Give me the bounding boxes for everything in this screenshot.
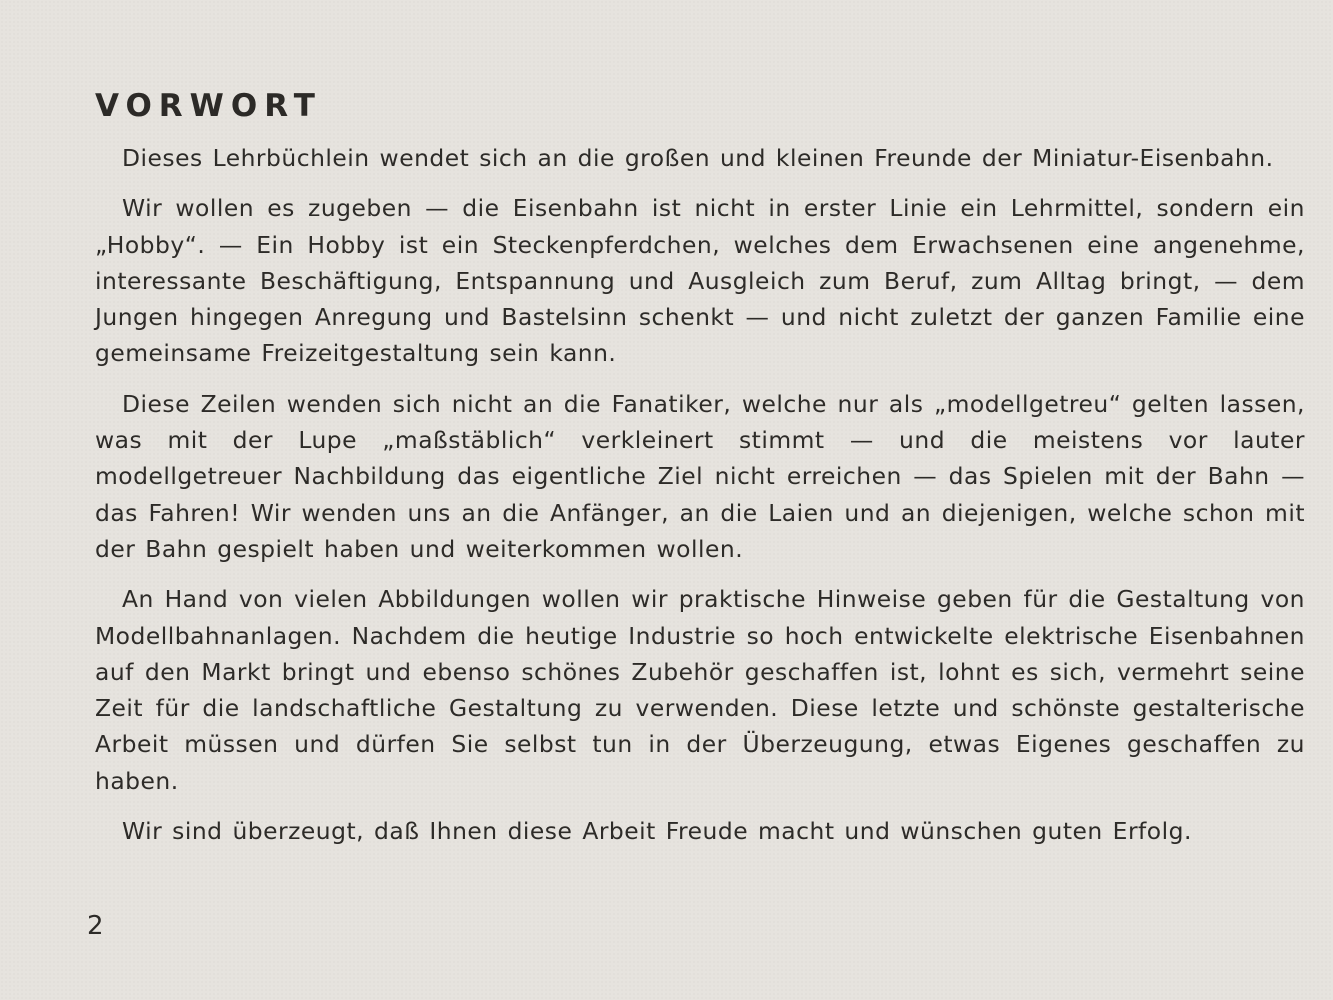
page-number: 2	[87, 911, 104, 941]
document-page	[95, 80, 1305, 980]
paragraph-audience: Diese Zeilen wenden sich nicht an die Fanatiker, welche nur als „modellgetreu“ gelten lassen, was mit der Lupe „maßstäblich“ verkleinert stimmt — und die meistens vor lauter modellgetreuer Nachbildung das eigentliche Ziel nicht erreichen — das Spielen mit der Bahn — das Fahren! Wir wenden uns an die Anfänger, an die Laien und an diejenigen, welche schon mit der Bahn gespielt haben und weiterkommen wollen.	[95, 389, 1305, 563]
page-title: VORWORT	[95, 88, 322, 124]
paragraph-purpose: An Hand von vielen Abbildungen wollen wir praktische Hinweise geben für die Gestaltung von Modellbahnanlagen. Nachdem die heutige Industrie so hoch entwickelte elektrische Eisenbahnen auf den Markt bringt und ebenso schönes Zubehör geschaffen ist, lohnt es sich, vermehrt seine Zeit für die landschaftliche Gestaltung zu verwenden. Diese letzte und schönste gestalterische Arbeit müssen und dürfen Sie selbst tun in der Überzeugung, etwas Eigenes geschaffen zu haben.	[95, 585, 1305, 795]
paragraph-hobby: Wir wollen es zugeben — die Eisenbahn ist nicht in erster Linie ein Lehrmittel, sondern ein „Hobby“. — Ein Hobby ist ein Steckenpferdchen, welches dem Erwachsenen eine angenehme, interessante Beschäftigung, Entspannung und Ausgleich zum Beruf, zum Alltag bringt, — dem Jungen hingegen Anregung und Bastelsinn schenkt — und nicht zuletzt der ganzen Familie eine gemeinsame Freizeitgestaltung sein kann.	[95, 194, 1305, 368]
paragraph-intro: Dieses Lehrbüchlein wendet sich an die großen und kleinen Freunde der Miniatur-Eisenbahn.	[122, 144, 1274, 172]
paragraph-closing: Wir sind überzeugt, daß Ihnen diese Arbeit Freude macht und wünschen guten Erfolg.	[122, 817, 1192, 846]
